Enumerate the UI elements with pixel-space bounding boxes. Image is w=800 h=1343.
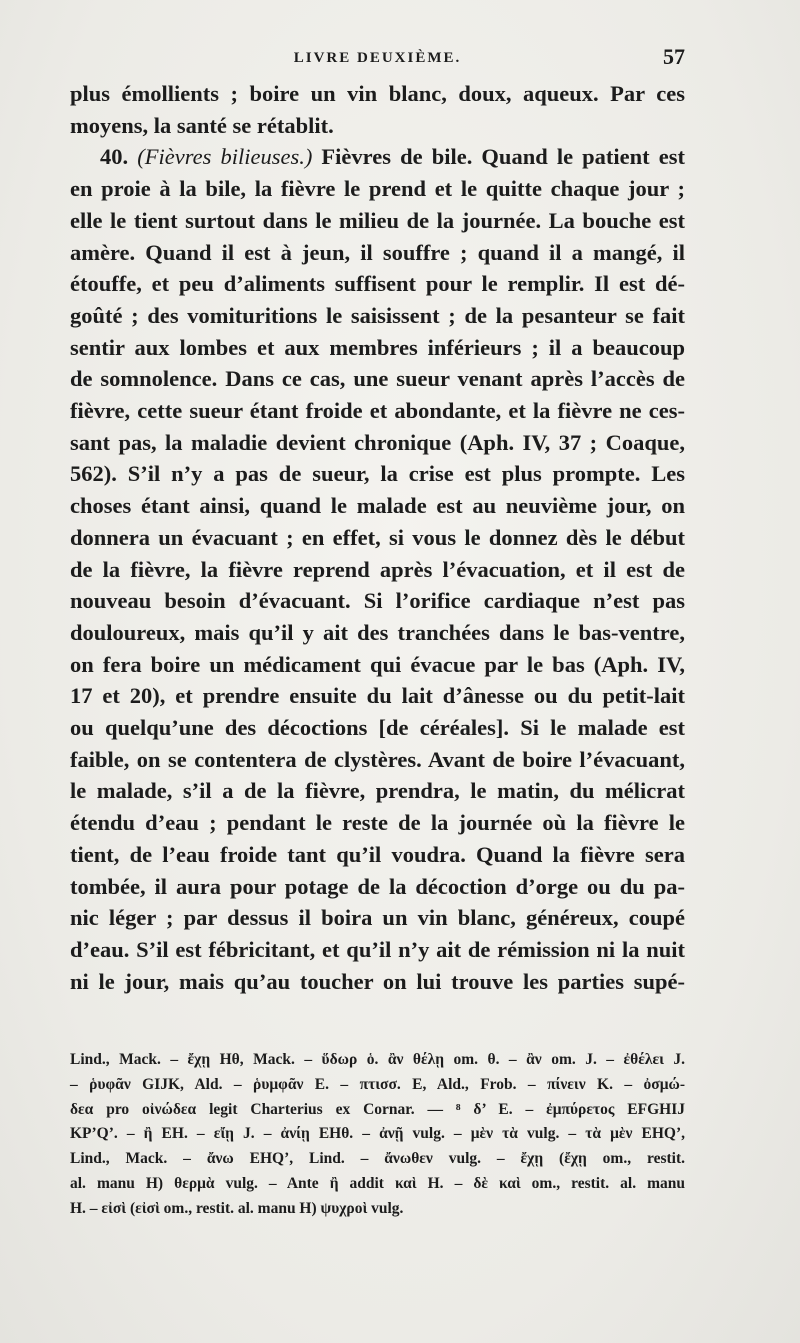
footnote-line: Lind., Mack. – ἔχῃ Hθ, Mack. – ὕδωρ ὁ. ἂν θέλῃ om. θ. – ἂν om. J. – ἐθέλει J. bbox=[70, 1051, 685, 1068]
text-line: tombée, il aura pour potage de la décoction d’orge ou du pa- bbox=[70, 873, 685, 899]
text-line: faible, on se contentera de clystères. Avant de boire l’évacuant, bbox=[70, 746, 685, 772]
text-line: on fera boire un médicament qui évacue par le bas (Aph. IV, bbox=[70, 651, 685, 677]
page-number: 57 bbox=[663, 44, 685, 69]
text-line: donnera un évacuant ; en effet, si vous le donnez dès le début bbox=[70, 524, 685, 550]
text-run: Fièvres de bile. Quand le patient est bbox=[312, 144, 686, 170]
text-line: goûté ; des vomituritions le saisissent ; de la pesanteur se fait bbox=[70, 302, 685, 328]
text-line: ni le jour, mais qu’au toucher on lui trouve les parties supé- bbox=[70, 968, 685, 994]
text-line: douloureux, mais qu’il y ait des tranchées dans le bas-ventre, bbox=[70, 619, 685, 645]
text-line: de la fièvre, la fièvre reprend après l’évacuation, et il est de bbox=[70, 556, 685, 582]
text-line: étouffe, et peu d’aliments suffisent pour le remplir. Il est dé- bbox=[70, 271, 685, 297]
text-line: nic léger ; par dessus il boira un vin blanc, généreux, coupé bbox=[70, 905, 685, 931]
footnotes bbox=[70, 1048, 685, 1222]
text-line: choses étant ainsi, quand le malade est au neuvième jour, on bbox=[70, 493, 685, 519]
text-line: moyens, la santé se rétablit. bbox=[70, 112, 334, 138]
footnote-line: al. manu H) θερμὰ vulg. – Ante ἢ addit καὶ H. – δὲ καὶ om., restit. al. manu bbox=[70, 1174, 685, 1192]
main-text bbox=[70, 78, 685, 997]
footnote-line: δεα pro οἰνώδεα legit Charterius ex Cornar. — ⁸ δ’ E. – ἐμπύρετος EFGHIJ bbox=[70, 1100, 685, 1118]
text-line: 17 et 20), et prendre ensuite du lait d’ânesse ou du petit-lait bbox=[70, 683, 685, 709]
paragraph-number: 40. bbox=[100, 144, 129, 170]
text-line: 562). S’il n’y a pas de sueur, la crise est plus prompte. Les bbox=[70, 461, 685, 487]
text-line: amère. Quand il est à jeun, il souffre ; quand il a mangé, il bbox=[70, 239, 685, 265]
running-head: LIVRE DEUXIÈME. bbox=[293, 50, 462, 66]
footnote-line: H. – εἰσὶ (εἰσὶ om., restit. al. manu H) ψυχροὶ vulg. bbox=[70, 1199, 404, 1217]
text-line: nouveau besoin d’évacuant. Si l’orifice cardiaque n’est pas bbox=[70, 588, 685, 614]
text-line: d’eau. S’il est fébricitant, et qu’il n’y ait de rémission ni la nuit bbox=[70, 936, 685, 962]
text-line: tient, de l’eau froide tant qu’il voudra. Quand la fièvre sera bbox=[70, 841, 685, 867]
text-line: elle le tient surtout dans le milieu de la journée. La bouche est bbox=[70, 207, 685, 233]
text-line: plus émollients ; boire un vin blanc, doux, aqueux. Par ces bbox=[70, 81, 685, 106]
text-line: de somnolence. Dans ce cas, une sueur venant après l’accès de bbox=[70, 366, 685, 392]
paragraph-40-first-line bbox=[70, 141, 685, 173]
footnote-line: KP’Q’. – ἢ EH. – εἴῃ J. – ἀνίῃ EHθ. – ἀνῇ vulg. – μὲν τὰ vulg. – τὰ μὲν EHQ’, bbox=[70, 1125, 685, 1143]
footnote-line: Lind., Mack. – ἄνω EHQ’, Lind. – ἄνωθεν vulg. – ἔχῃ (ἔχῃ om., restit. bbox=[70, 1150, 685, 1168]
text-line: sentir aux lombes et aux membres inférieurs ; il a beaucoup bbox=[70, 334, 685, 360]
page-header bbox=[70, 44, 685, 74]
section-title: (Fièvres bilieuses.) bbox=[137, 144, 313, 170]
text-line: en proie à la bile, la fièvre le prend et le quitte chaque jour ; bbox=[70, 176, 685, 202]
text-line: ou quelqu’une des décoctions [de céréales]. Si le malade est bbox=[70, 715, 685, 741]
text-line: étendu d’eau ; pendant le reste de la journée où la fièvre le bbox=[70, 810, 685, 836]
footnote-line: – ῥυφᾶν GIJK, Ald. – ῥυμφᾶν E. – πτισσ. E, Ald., Frob. – πίνειν K. – ὀσμώ- bbox=[70, 1075, 685, 1093]
text-line: le malade, s’il a de la fièvre, prendra, le matin, du mélicrat bbox=[70, 778, 685, 804]
text-line: fièvre, cette sueur étant froide et abondante, et la fièvre ne ces- bbox=[70, 398, 685, 424]
text-line: sant pas, la maladie devient chronique (Aph. IV, 37 ; Coaque, bbox=[70, 429, 685, 455]
